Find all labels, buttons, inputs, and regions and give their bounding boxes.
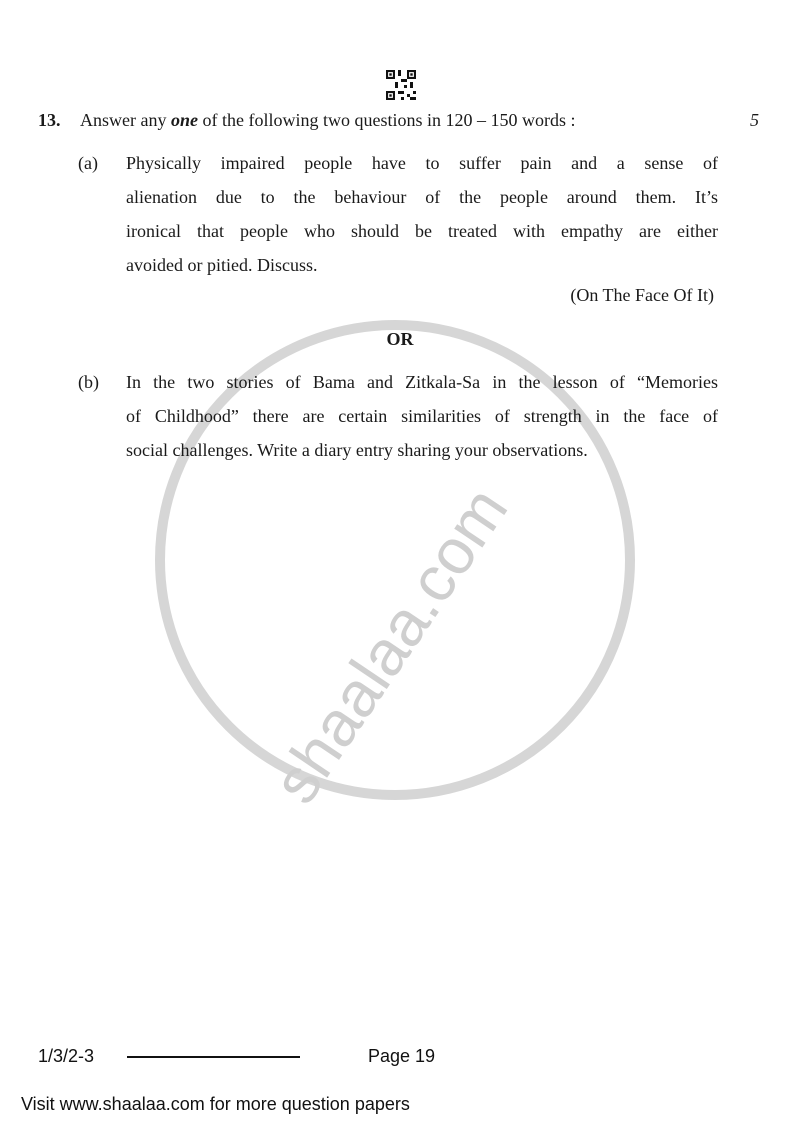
watermark-text: shaalaa.com — [258, 474, 522, 816]
part-b-line: of Childhood” there are certain similarities of strength in the face of — [126, 406, 718, 426]
question-number: 13. — [38, 110, 61, 130]
qr-code-icon — [386, 70, 416, 100]
question-marks: 5 — [750, 110, 759, 130]
footer-divider — [127, 1056, 300, 1058]
part-a-source: (On The Face Of It) — [570, 285, 714, 305]
page-number: Page 19 — [368, 1046, 436, 1066]
part-b-label: (b) — [78, 372, 99, 392]
part-a-line: Physically impaired people have to suffer pain and a sense of — [126, 153, 718, 173]
instruction-emphasis: one — [170, 110, 198, 130]
part-a-line: alienation due to the behaviour of the people around them. It’s — [126, 187, 718, 207]
part-a-line: avoided or pitied. Discuss. — [126, 255, 318, 275]
question-instruction — [80, 108, 575, 132]
part-b-line: social challenges. Write a diary entry sharing your observations. — [126, 440, 588, 460]
question-header — [38, 108, 61, 132]
visit-link[interactable]: Visit www.shaalaa.com for more question papers — [21, 1094, 410, 1114]
part-a-label: (a) — [78, 153, 98, 173]
or-separator: OR — [386, 329, 414, 349]
instruction-text: Answer any — [80, 110, 171, 130]
part-a-line: ironical that people who should be treated with empathy are either — [126, 221, 718, 241]
part-b-line: In the two stories of Bama and Zitkala-Sa in the lesson of “Memories — [126, 372, 718, 392]
paper-code: 1/3/2-3 — [38, 1046, 95, 1066]
instruction-text: of the following two questions in 120 – 150 words : — [197, 110, 576, 130]
